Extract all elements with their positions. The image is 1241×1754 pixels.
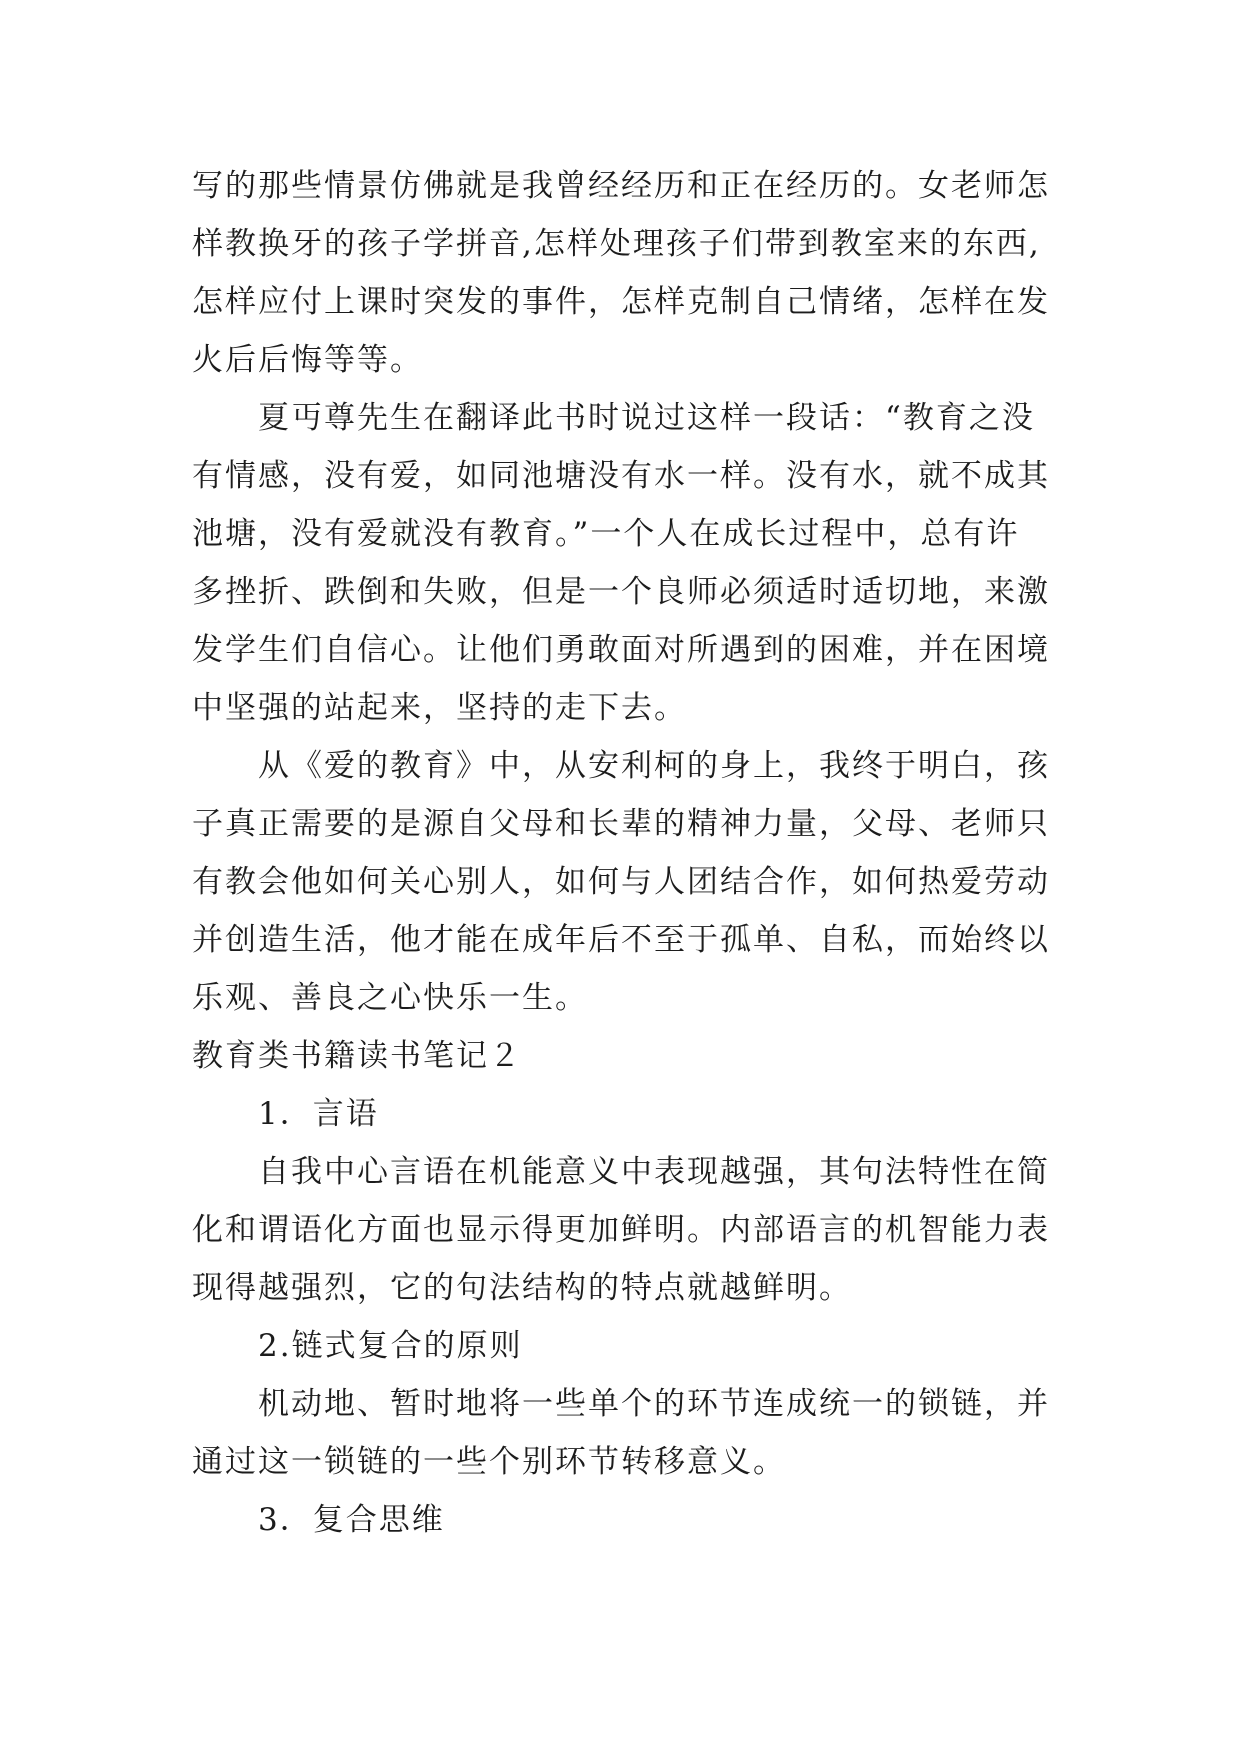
text-line: 现得越强烈，它的句法结构的特点就越鲜明。 (192, 1270, 852, 1306)
text-line: 样教换牙的孩子学拼音,怎样处理孩子们带到教室来的东西, (192, 226, 1041, 262)
text-line: 有情感，没有爱，如同池塘没有水一样。没有水，就不成其 (192, 458, 1050, 494)
text-line: 通过这一锁链的一些个别环节转移意义。 (192, 1444, 786, 1480)
paragraph-first-line: 机动地、暂时地将一些单个的环节连成统一的锁链，并 (258, 1386, 1050, 1422)
section-heading: 教育类书籍读书笔记２ (192, 1038, 522, 1074)
subheading: 3．复合思维 (258, 1502, 445, 1538)
text-line: 写的那些情景仿佛就是我曾经经历和正在经历的。女老师怎 (192, 168, 1050, 204)
subheading: 1．言语 (258, 1096, 379, 1132)
text-line: 中坚强的站起来，坚持的走下去。 (192, 690, 687, 726)
text-line: 发学生们自信心。让他们勇敢面对所遇到的困难，并在困境 (192, 632, 1050, 668)
text-line: 乐观、善良之心快乐一生。 (192, 980, 588, 1016)
subheading: 2.链式复合的原则 (258, 1328, 523, 1364)
text-line: 多挫折、跌倒和失败，但是一个良师必须适时适切地，来激 (192, 574, 1050, 610)
paragraph-first-line: 夏丏尊先生在翻译此书时说过这样一段话：“教育之没 (258, 400, 1035, 436)
text-line: 有教会他如何关心别人，如何与人团结合作，如何热爱劳动 (192, 864, 1050, 900)
text-line: 化和谓语化方面也显示得更加鲜明。内部语言的机智能力表 (192, 1212, 1050, 1248)
paragraph-first-line: 自我中心言语在机能意义中表现越强，其句法特性在简 (258, 1154, 1050, 1190)
text-line: 子真正需要的是源自父母和长辈的精神力量，父母、老师只 (192, 806, 1050, 842)
text-line: 火后后悔等等。 (192, 342, 423, 378)
text-line: 并创造生活，他才能在成年后不至于孤单、自私，而始终以 (192, 922, 1050, 958)
paragraph-first-line: 从《爱的教育》中，从安利柯的身上，我终于明白，孩 (258, 748, 1050, 784)
text-line: 池塘，没有爱就没有教育。”一个人在成长过程中，总有许 (192, 516, 1020, 552)
text-line: 怎样应付上课时突发的事件，怎样克制自己情绪，怎样在发 (192, 284, 1050, 320)
